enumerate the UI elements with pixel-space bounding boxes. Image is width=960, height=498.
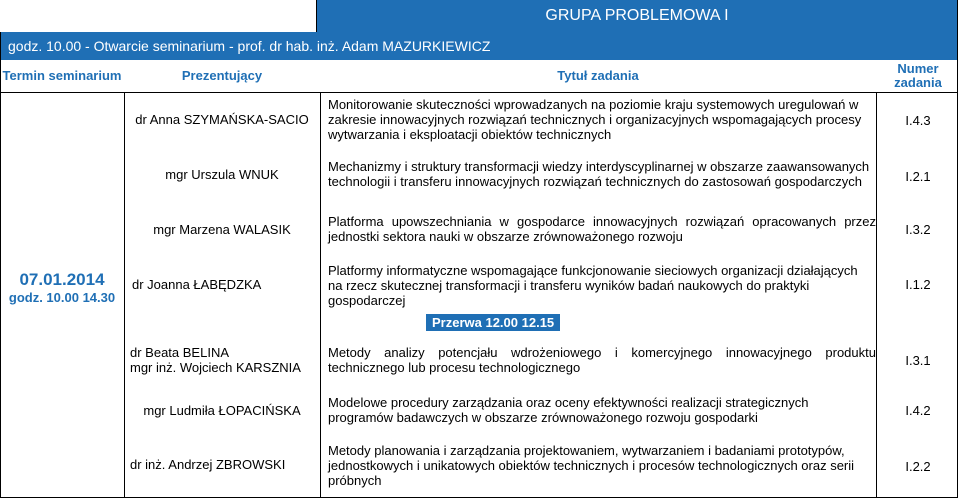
row-7-topic-line-2: jednostkowych i unikatowych obiektów technicznych i procesów technologicznych oraz serii [328, 457, 855, 473]
date-day: 07.01.2014 [19, 270, 105, 289]
left-border [0, 32, 1, 498]
row-7-number: I.2.2 [905, 458, 931, 474]
row-4-topic [328, 262, 876, 308]
row-1-presenter: dr Anna SZYMAŃSKA-SACIO [135, 111, 309, 127]
row-5-presenter-line-1: dr Beata BELINA [130, 345, 229, 360]
row-2-topic [328, 158, 876, 190]
header-number: Numer zadania [894, 61, 942, 90]
row-7-topic [328, 442, 876, 488]
break-label: Przerwa 12.00 12.15 [426, 314, 560, 331]
title-left-border [316, 0, 317, 32]
row-7-topic-line-1: Metody planowania i zarządzania projektowaniem, wytwarzaniem i badaniami prototypów, [328, 442, 845, 458]
opening-line: godz. 10.00 - Otwarcie seminarium - prof. dr hab. inż. Adam MAZURKIEWICZ [0, 32, 958, 60]
row-2-topic-line-2: technologii i transferu innowacyjnych rozwiązań technicznych do zastosowań gospodarczych [328, 174, 863, 189]
row-4-topic-line-3: gospodarczej [328, 292, 406, 308]
row-5-topic-line-2: technicznego lub procesu technologicznego [328, 360, 581, 375]
right-border [957, 0, 958, 498]
row-6-topic [328, 394, 876, 426]
column-divider-3 [876, 92, 877, 498]
row-1-topic-line-2: zakresie innowacyjnych rozwiązań technicznych i organizacyjnych wspomagających procesy [328, 111, 862, 127]
row-5-topic [328, 344, 876, 376]
row-1-number: I.4.3 [905, 112, 931, 128]
header-presenter: Prezentujący [181, 68, 263, 83]
row-3-topic-line-2: jednostki sektora nauki w obszarze zrównoważonego rozwoju [328, 229, 683, 244]
row-5-topic-line-1: Metody analizy potencjału wdrożeniowego i komercyjnego innowacyjnego produktu [328, 345, 876, 360]
row-5-presenter [130, 344, 320, 376]
row-3-presenter: mgr Marzena WALASIK [153, 221, 291, 237]
row-1-topic-line-1: Monitorowanie skuteczności wprowadzanych na poziomie kraju systemowych uregulowań w [328, 96, 859, 112]
row-6-topic-line-2: programów badawczych w obszarze zrównoważonego rozwoju gospodarki [328, 410, 758, 425]
row-3-number: I.3.2 [905, 221, 931, 237]
row-2-presenter: mgr Urszula WNUK [165, 166, 279, 182]
row-6-presenter: mgr Ludmiła ŁOPACIŃSKA [143, 402, 301, 418]
table-header [0, 60, 958, 92]
row-6-number: I.4.2 [905, 402, 931, 418]
header-divider [0, 92, 958, 93]
row-1-topic-line-3: wytwarzania i eksploatacji obiektów technicznych [328, 126, 612, 142]
row-4-number: I.1.2 [905, 276, 931, 292]
row-2-topic-line-1: Mechanizmy i struktury transformacji wiedzy interdyscyplinarnej w obszarze zaawansowanych [328, 159, 870, 174]
row-5-number: I.3.1 [905, 352, 931, 368]
row-4-topic-line-1: Platformy informatyczne wspomagające funkcjonowanie sieciowych organizacji działających [328, 262, 858, 278]
group-title: GRUPA PROBLEMOWA I [316, 0, 958, 32]
header-topic: Tytuł zadania [557, 68, 639, 83]
session-date [0, 270, 124, 305]
row-4-topic-line-2: na rzecz skutecznej transformacji i transferu wyników badań naukowych do praktyki [328, 277, 810, 293]
header-date: Termin seminarium [2, 68, 122, 83]
row-2-number: I.2.1 [905, 168, 931, 184]
row-7-topic-line-3: próbnych [328, 472, 382, 488]
row-5-presenter-line-2: mgr inż. Wojciech KARSZNIA [130, 360, 301, 375]
row-7-presenter: dr inż. Andrzej ZBROWSKI [130, 456, 286, 472]
column-divider-1 [124, 92, 125, 498]
column-divider-2 [320, 92, 321, 498]
row-4-presenter: dr Joanna ŁABĘDZKA [132, 276, 262, 292]
row-3-topic [328, 213, 876, 245]
date-time: godz. 10.00 14.30 [8, 290, 116, 305]
row-3-topic-line-1: Platforma upowszechniania w gospodarce innowacyjnych rozwiązań opracowanych przez [328, 214, 876, 229]
row-1-topic [328, 96, 876, 142]
row-6-topic-line-1: Modelowe procedury zarządzania oraz oceny efektywności realizacji strategicznych [328, 395, 809, 410]
